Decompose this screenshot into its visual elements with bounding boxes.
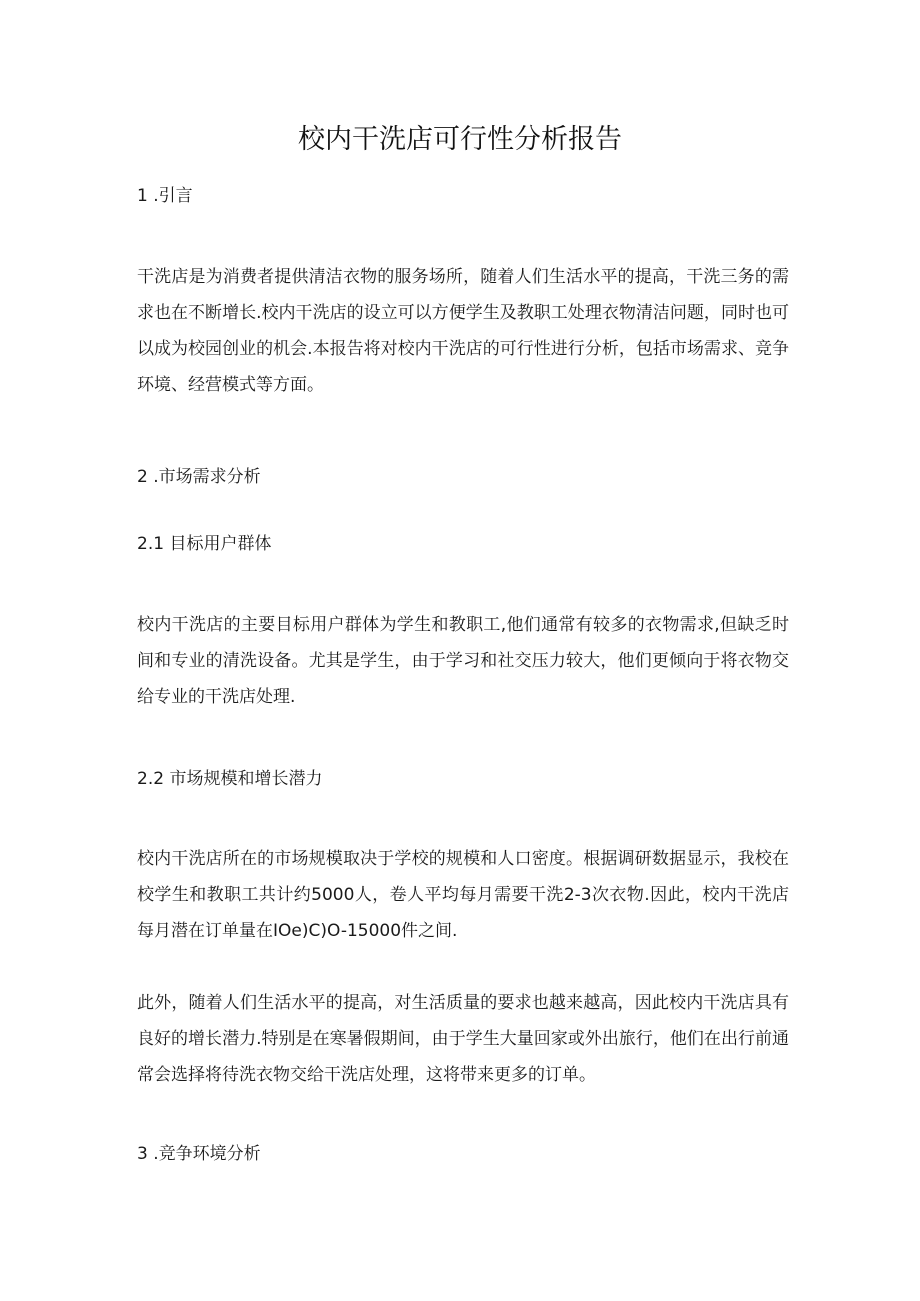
section-heading-target-users: 2.1 目标用户群体 [137,534,272,554]
section-heading-introduction: 1 .引言 [137,186,193,206]
paragraph-target-users: 校内干洗店的主要目标用户群体为学生和教职工,他们通常有较多的衣物需求,但缺乏时间和专业的清洗设备。尤其是学生，由于学习和社交压力较大，他们更倾向于将衣物交给专业的干洗店处理. [137,615,789,707]
paragraph-growth-potential: 此外，随着人们生活水平的提高，对生活质量的要求也越来越高，因此校内干洗店具有良好的增长潜力.特别是在寒暑假期间，由于学生大量回家或外出旅行，他们在出行前通常会选择将待洗衣物交给干洗店处理，这将带来更多的订单。 [137,993,789,1085]
section-heading-market-size: 2.2 市场规模和增长潜力 [137,769,323,789]
paragraph-market-size: 校内干洗店所在的市场规模取决于学校的规模和人口密度。根据调研数据显示，我校在校学生和教职工共计约5000人，卷人平均每月需要干洗2-3次衣物.因此，校内干洗店每月潜在订单量在IOe)C)O-15000件之间. [137,849,789,941]
section-heading-market-demand: 2 .市场需求分析 [137,467,261,487]
document-title: 校内干洗店可行性分析报告 [298,124,622,155]
paragraph-introduction: 干洗店是为消费者提供清洁衣物的服务场所，随着人们生活水平的提高，干洗三务的需求也在不断增长.校内干洗店的设立可以方便学生及教职工处理衣物清洁问题，同时也可以成为校园创业的机会.本报告将对校内干洗店的可行性进行分析，包括市场需求、竞争环境、经营模式等方面。 [137,267,789,395]
section-heading-competition: 3 .竞争环境分析 [137,1144,261,1164]
